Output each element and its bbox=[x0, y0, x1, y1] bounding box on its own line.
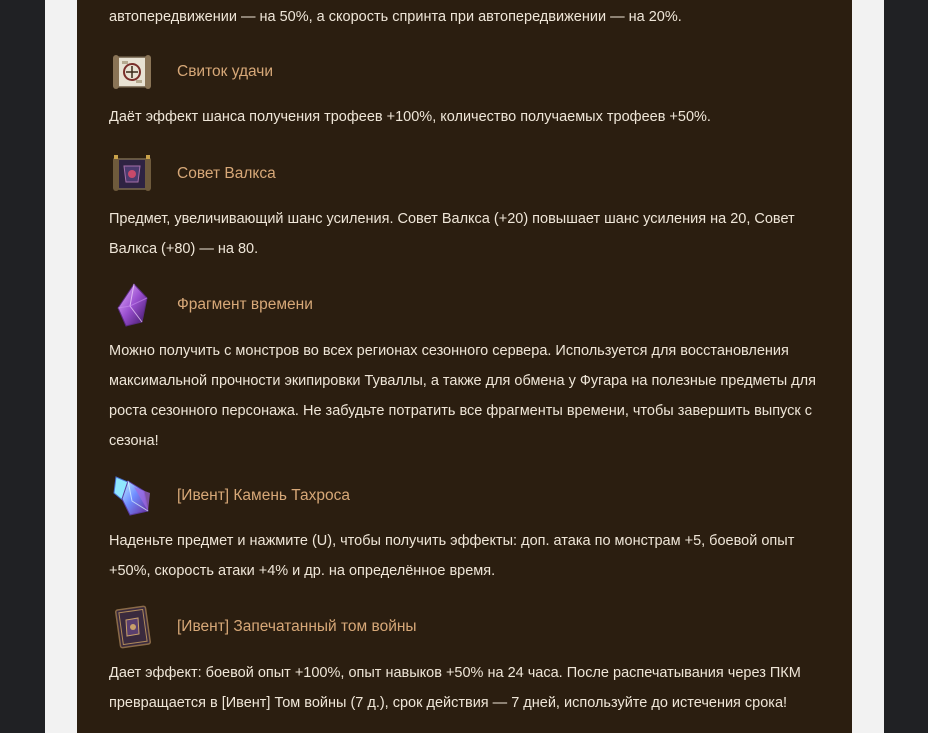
item-header-sealed-war-tome bbox=[109, 605, 417, 649]
sealed-war-tome-icon bbox=[109, 605, 155, 649]
item-title-tahros-stone: [Ивент] Камень Тахроса bbox=[177, 487, 351, 504]
luck-scroll-icon bbox=[109, 50, 155, 94]
item-header-valks-advice bbox=[109, 152, 276, 196]
item-title-time-fragment: Фрагмент времени bbox=[177, 296, 313, 313]
item-description-valks-advice: Предмет, увеличивающий шанс усиления. Совет Валкса (+20) повышает шанс усиления на 20, Совет Валкса (+80) — на 80. bbox=[109, 211, 795, 257]
time-fragment-crystal-icon bbox=[109, 283, 155, 327]
item-title-valks-advice: Совет Валкса bbox=[177, 165, 276, 182]
valks-advice-scroll-icon bbox=[109, 152, 155, 196]
item-description-time-fragment: Можно получить с монстров во всех регионах сезонного сервера. Используется для восстановления максимальной прочности экипировки Туваллы, а также для обмена у Фугара на полезные предметы для роста сезонного персонажа. Не забудьте потратить все фрагменты времени, чтобы завершить выпуск с сезона! bbox=[109, 343, 816, 449]
tahros-stone-crystal-icon bbox=[109, 474, 155, 518]
item-title-sealed-war-tome: [Ивент] Запечатанный том войны bbox=[177, 618, 417, 635]
item-title-luck-scroll: Свиток удачи bbox=[177, 63, 274, 80]
item-header-tahros-stone bbox=[109, 474, 350, 518]
item-description-tahros-stone: Наденьте предмет и нажмите (U), чтобы получить эффекты: доп. атака по монстрам +5, боевой опыт +50%, скорость атаки +4% и др. на определённое время. bbox=[109, 533, 795, 579]
item-header-time-fragment bbox=[109, 283, 313, 327]
item-header-luck-scroll bbox=[109, 50, 273, 94]
item-description-top: автопередвижении — на 50%, а скорость спринта при автопередвижении — на 20%. bbox=[109, 9, 682, 25]
content-panel bbox=[77, 0, 852, 733]
item-description-luck-scroll: Даёт эффект шанса получения трофеев +100%, количество получаемых трофеев +50%. bbox=[109, 109, 711, 125]
item-description-sealed-war-tome: Дает эффект: боевой опыт +100%, опыт навыков +50% на 24 часа. После распечатывания через ПКМ превращается в [Ивент] Том войны (7 д.), срок действия — 7 дней, используйте до истечения срока! bbox=[109, 665, 801, 711]
